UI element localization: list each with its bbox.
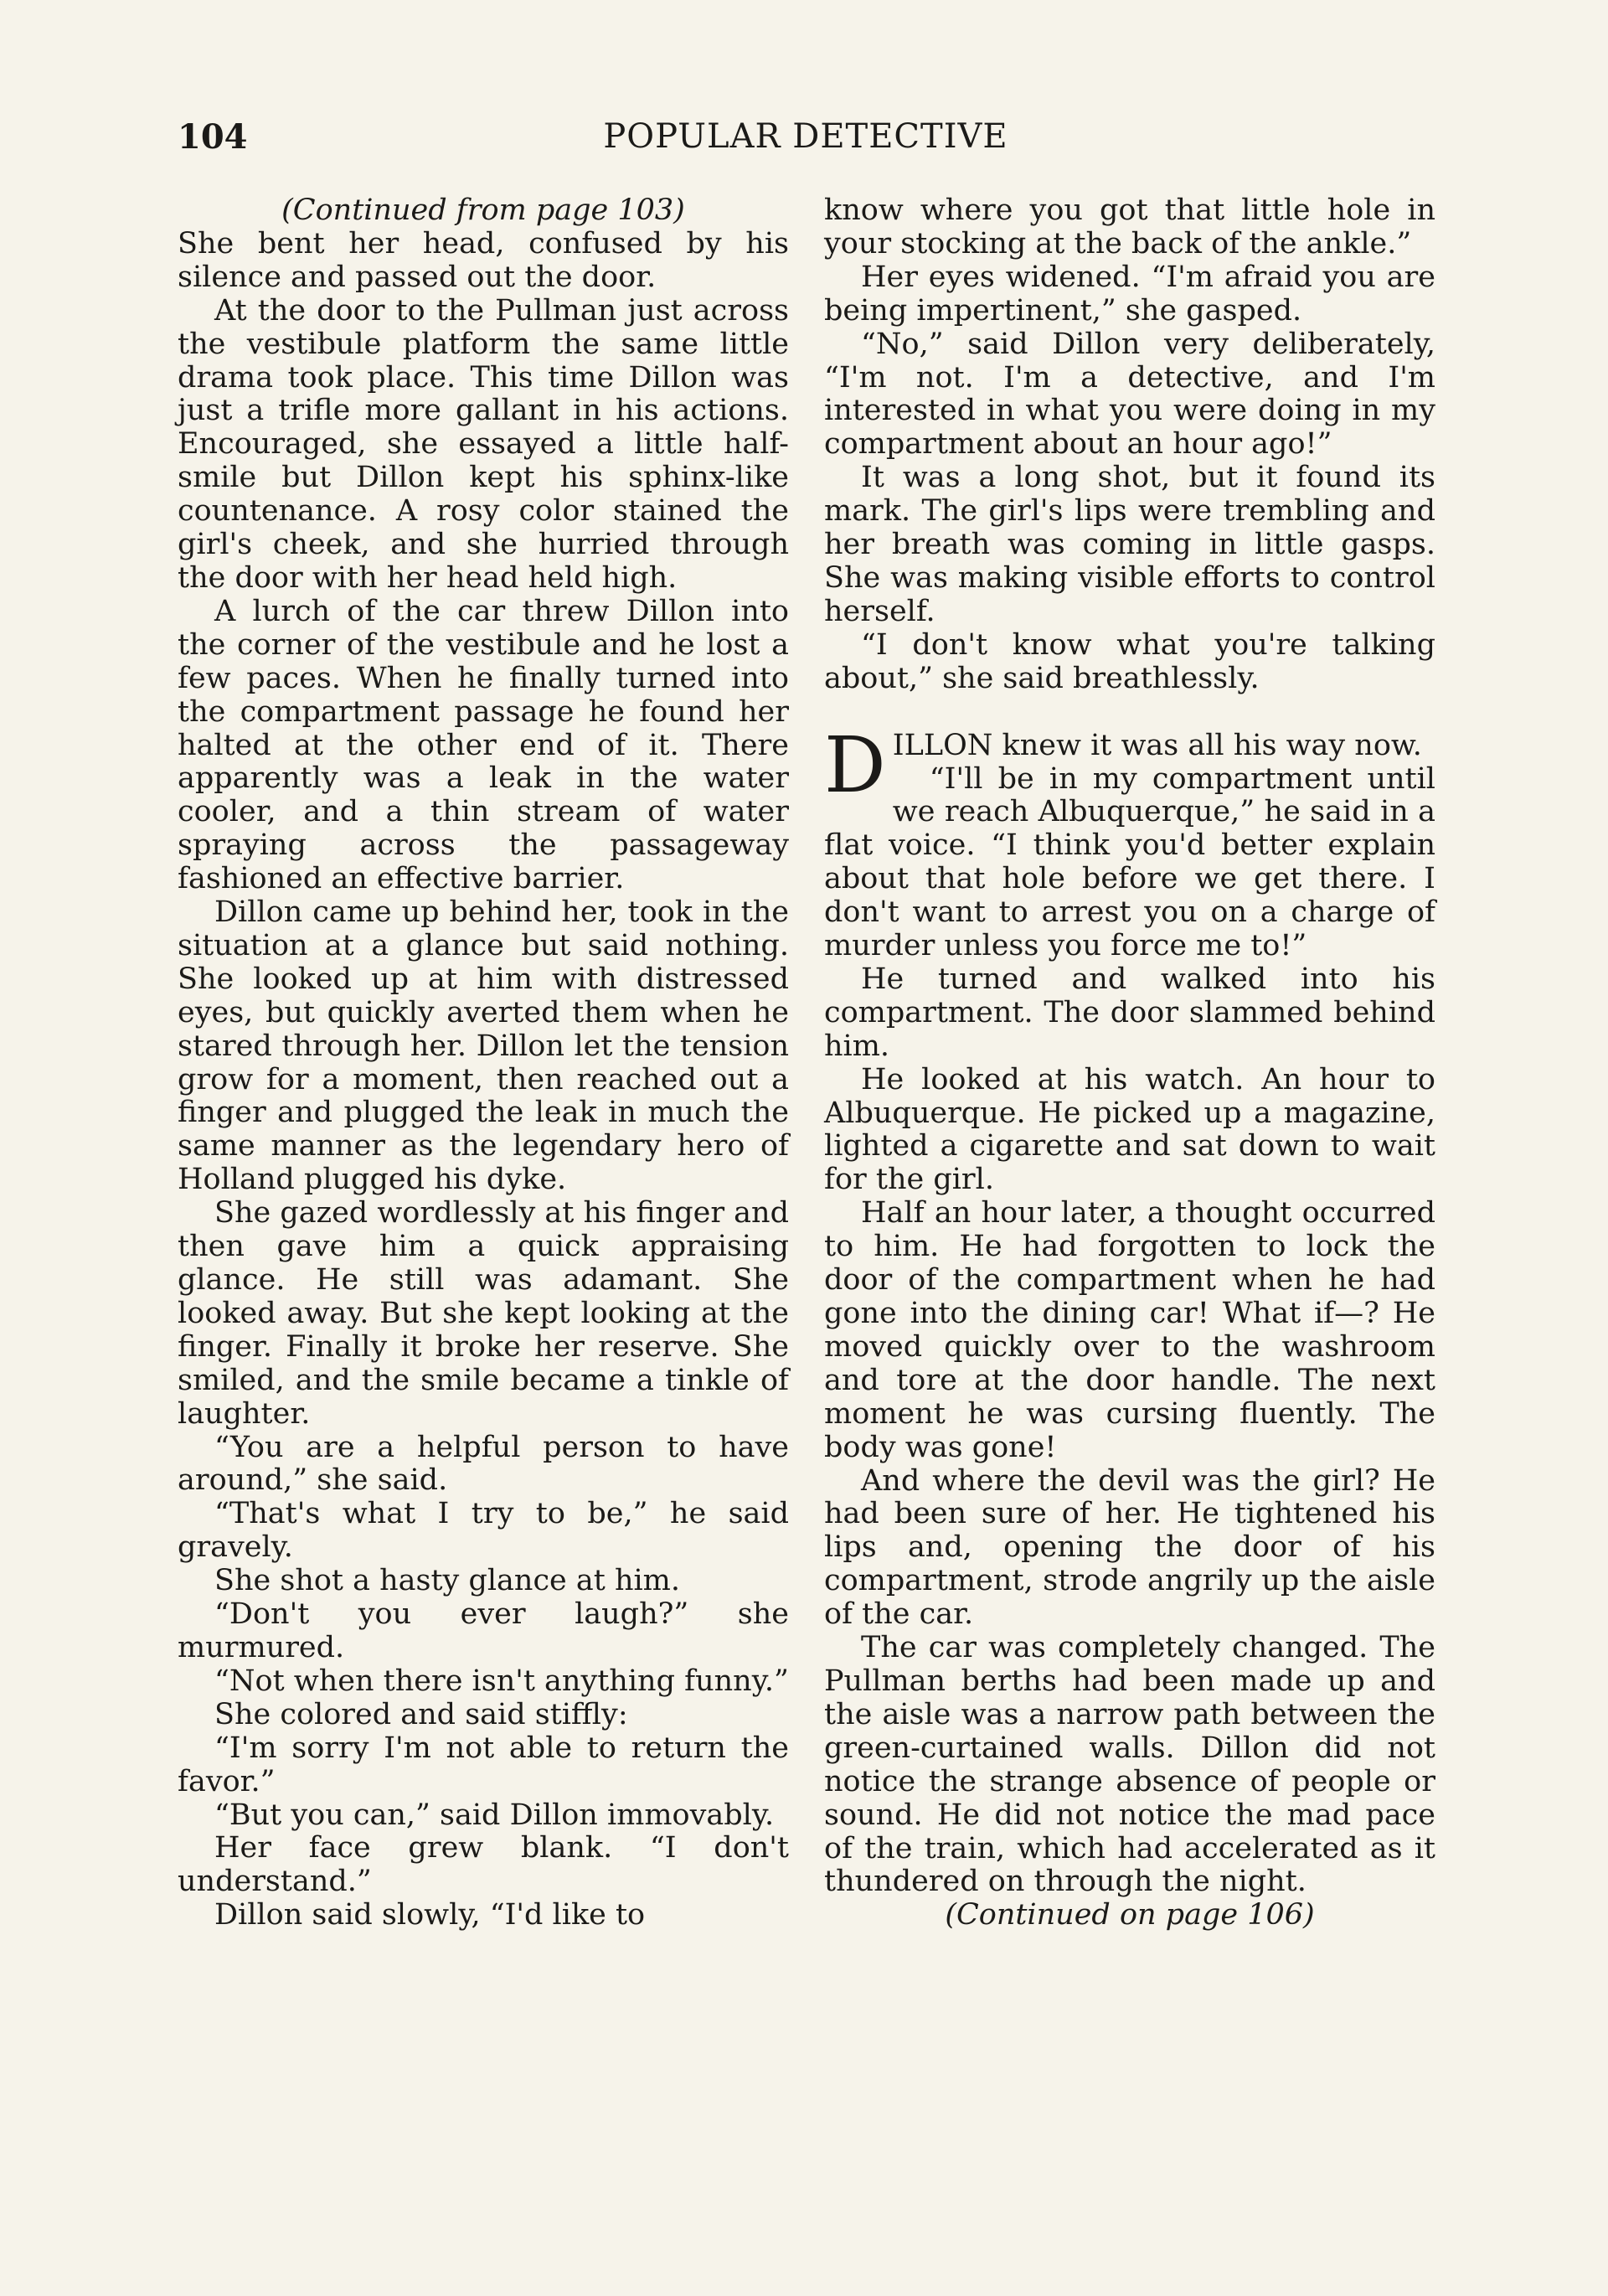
paragraph: She gazed wordlessly at his finger and then gave him a quick appraising glance. He still was adamant. She looked away. But she kept looking at the finger. Finally it broke her reserve. She smiled, and the smile became a tinkle of laughter. xyxy=(178,1196,789,1431)
paragraph: “You are a helpful person to have around,” she said. xyxy=(178,1430,789,1498)
page-header xyxy=(178,117,1434,168)
paragraph: The car was completely changed. The Pullman berths had been made up and the aisle was a narrow path between the green-curtained walls. Dillon did not notice the strange absence of people or sound. He did not notice the mad pace of the train, which had accelerated as it thundered on through the night. xyxy=(824,1631,1435,1899)
paragraph: “I don't know what you're talking about,” she said breathlessly. xyxy=(824,627,1435,695)
paragraph: Dillon said slowly, “I'd like to xyxy=(214,1898,646,1932)
continued-from-note: (Continued from page 103) xyxy=(281,193,685,227)
left-column xyxy=(178,194,789,1932)
paragraph: Dillon came up behind her, took in the situation at a glance but said nothing. She looked up at him with distressed eyes, but quickly averted them when he stared through her. Dillon let the tension grow for a moment, then reached out a finger and plugged the leak in much the same manner as the legendary hero of Holland plugged his dyke. xyxy=(178,895,789,1197)
paragraph: At the door to the Pullman just across the vestibule platform the same little drama took place. This time Dillon was just a trifle more gallant in his actions. Encouraged, she essayed a little half-smile but Dillon kept his sphinx-like countenance. A rosy color stained the girl's cheek, and she hurried through the door with her head held high. xyxy=(178,293,789,595)
paragraph: Half an hour later, a thought occurred to him. He had forgotten to lock the door of the compartment when he had gone into the dining car! What if—? He moved quickly over to the washroom and tore at the door handle. The next moment he was cursing fluently. The body was gone! xyxy=(824,1196,1435,1464)
paragraph: “But you can,” said Dillon immovably. xyxy=(214,1798,775,1832)
paragraph: “Don't you ever laugh?” she murmured. xyxy=(178,1597,789,1664)
section-opening-text: ILLON knew it was all his way now. xyxy=(892,728,1422,762)
paragraph: She bent her head, confused by his silence and passed out the door. xyxy=(178,226,789,294)
paragraph: A lurch of the car threw Dillon into the corner of the vestibule and he lost a few paces. When he finally turned into the compartment passage he found her halted at the other end of it. There apparently was a leak in the water cooler, and a thin stream of water spraying across the passageway fashioned an effective barrier. xyxy=(178,594,789,896)
paragraph: know where you got that little hole in your stocking at the back of the ankle.” xyxy=(824,193,1435,261)
paragraph: She colored and said stiffly: xyxy=(214,1697,628,1731)
paragraph: “I'm sorry I'm not able to return the favor.” xyxy=(178,1731,789,1798)
paragraph: “That's what I try to be,” he said gravely. xyxy=(178,1497,789,1565)
paragraph: Her face grew blank. “I don't understand.” xyxy=(178,1831,789,1899)
paragraph: “Not when there isn't anything funny.” xyxy=(214,1664,789,1698)
drop-cap: D xyxy=(824,720,886,810)
page-number: 104 xyxy=(178,117,248,157)
paragraph: “No,” said Dillon very deliberately, “I'm not. I'm a detective, and I'm interested in what you were doing in my compartment about an hour ago!” xyxy=(824,327,1435,462)
paragraph: She shot a hasty glance at him. xyxy=(214,1564,681,1598)
paragraph: It was a long shot, but it found its mark. The girl's lips were trembling and her breath was coming in little gasps. She was making visible efforts to control herself. xyxy=(824,461,1435,628)
running-head: POPULAR DETECTIVE xyxy=(603,117,1008,156)
section-opening-paragraph xyxy=(824,720,1435,810)
paragraph: He turned and walked into his compartment. The door slammed behind him. xyxy=(824,962,1435,1063)
continued-on-note: (Continued on page 106) xyxy=(945,1898,1315,1932)
paragraph: And where the devil was the girl? He had been sure of her. He tightened his lips and, opening the door of his compartment, strode angrily up the aisle of the car. xyxy=(824,1463,1435,1632)
section-break xyxy=(824,696,1435,730)
paragraph: Her eyes widened. “I'm afraid you are being impertinent,” she gasped. xyxy=(824,260,1435,328)
paragraph: “I'll be in my compartment until we reach Albuquerque,” he said in a flat voice. “I think you'd better explain about that hole before we get there. I don't want to arrest you on a charge of murder unless you force me to!” xyxy=(824,761,1435,963)
paragraph: He looked at his watch. An hour to Albuquerque. He picked up a magazine, lighted a cigarette and sat down to wait for the girl. xyxy=(824,1062,1435,1197)
right-column xyxy=(824,194,1435,1932)
